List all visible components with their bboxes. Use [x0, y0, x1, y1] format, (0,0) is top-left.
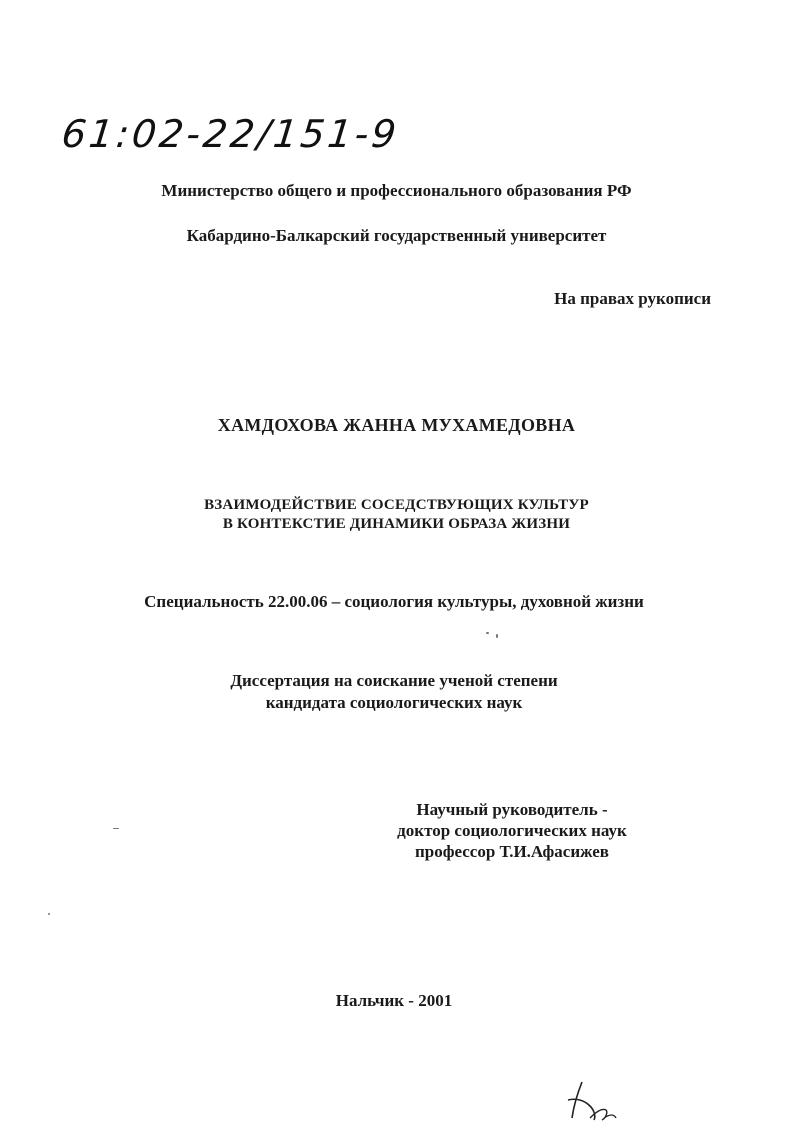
supervisor-line-1: Научный руководитель -: [416, 800, 608, 819]
specialty-line: Специальность 22.00.06 – социология культуры, духовной жизни: [144, 592, 644, 611]
university-heading: Кабардино-Балкарский государственный университет: [186, 226, 607, 245]
dissertation-title-line-1: ВЗАИМОДЕЙСТВИЕ СОСЕДСТВУЮЩИХ КУЛЬТУР: [204, 497, 589, 513]
scan-speck: [486, 632, 489, 634]
scan-speck: [113, 828, 119, 829]
scan-speck: [48, 913, 50, 915]
manuscript-rights-note: На правах рукописи: [554, 289, 711, 308]
scan-speck: [496, 634, 498, 638]
city-year: Нальчик - 2001: [335, 991, 453, 1010]
ministry-heading: Министерство общего и профессионального образования РФ: [161, 181, 632, 200]
degree-line-1: Диссертация на соискание ученой степени: [230, 671, 558, 690]
degree-line-2: кандидата социологических наук: [265, 693, 523, 712]
supervisor-line-2: доктор социологических наук: [397, 821, 627, 840]
handwritten-signature: [560, 1078, 630, 1122]
dissertation-title-line-2: В КОНТЕКСТИЕ ДИНАМИКИ ОБРАЗА ЖИЗНИ: [222, 516, 571, 532]
archive-stamp-code: 61:02-22/151-9: [59, 112, 402, 156]
author-name: ХАМДОХОВА ЖАННА МУХАМЕДОВНА: [217, 415, 576, 435]
supervisor-line-3: профессор Т.И.Афасижев: [415, 842, 609, 861]
